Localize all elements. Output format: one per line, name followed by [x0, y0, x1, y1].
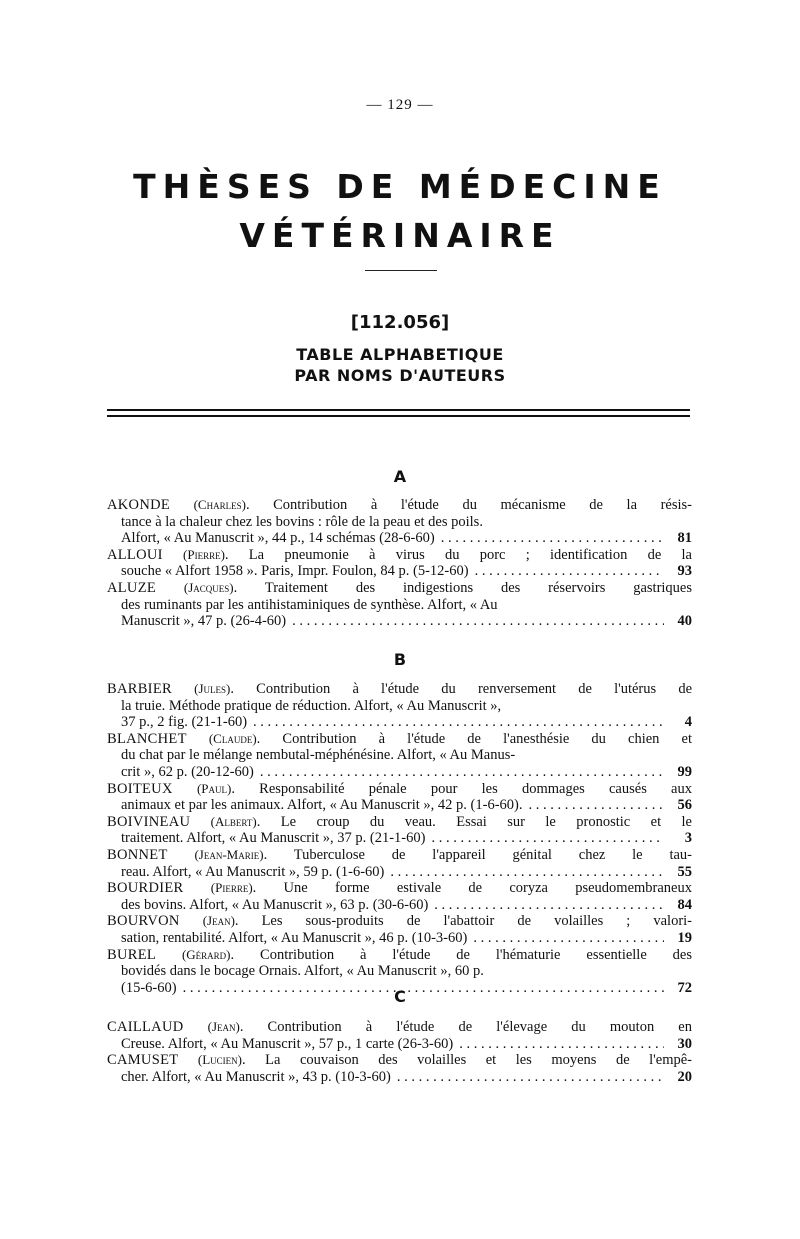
entry-page-number: 55	[677, 863, 692, 880]
entry-last-line	[107, 613, 692, 630]
entry-last-line	[107, 897, 692, 914]
entry-title-start: . Tuberculose de l'appareil génital chez le tau-	[263, 846, 693, 863]
entry-first-line	[107, 731, 692, 748]
thesis-entry	[107, 497, 692, 547]
short-divider	[365, 270, 437, 271]
author-surname: BUREL	[107, 946, 157, 963]
entry-page-number: 84	[677, 896, 692, 913]
author-given-name: (Paul)	[196, 780, 232, 796]
entry-page-number: 93	[677, 563, 692, 580]
entry-publication: Manuscrit », 47 p. (26-4-60)	[121, 613, 287, 630]
entry-last-line	[107, 830, 692, 847]
entry-title-start: . Le croup du veau. Essai sur le pronostic et le	[256, 813, 692, 830]
author-given-name: (Jacques)	[183, 579, 234, 595]
author-given-name: (Jean-Marie)	[194, 846, 264, 862]
dot-leader	[397, 1069, 664, 1086]
dot-leader	[459, 1036, 664, 1053]
entry-publication: crit », 62 p. (20-12-60)	[121, 763, 254, 780]
entry-first-line	[107, 880, 692, 897]
entry-first-line	[107, 547, 692, 564]
entry-title-start: . Une forme estivale de coryza pseudomembraneux	[252, 880, 692, 897]
author-given-name: (Albert)	[210, 813, 257, 829]
thesis-entry	[107, 731, 692, 781]
thesis-entry	[107, 913, 692, 946]
entry-page-number: 3	[684, 830, 692, 847]
author-given-name: (Lucien)	[197, 1052, 243, 1068]
entry-last-line	[107, 714, 692, 731]
entry-last-line	[107, 864, 692, 881]
entry-first-line	[107, 947, 692, 964]
author-given-name: (Pierre)	[183, 546, 225, 562]
entry-publication: Alfort, « Au Manuscrit », 44 p., 14 schémas (28-6-60)	[121, 530, 435, 547]
entry-page-number: 19	[677, 929, 692, 946]
thesis-entry	[107, 880, 692, 913]
author-surname: BOITEUX	[107, 780, 173, 797]
thesis-entry	[107, 1019, 692, 1052]
dot-leader	[260, 764, 664, 781]
entry-continuation-line: des ruminants par les antihistaminiques de synthèse. Alfort, « Au	[121, 596, 498, 613]
double-divider	[107, 409, 690, 417]
entry-last-line	[107, 1036, 692, 1053]
dot-leader	[253, 714, 664, 731]
entry-title-start: . Contribution à l'étude de l'élevage du mouton en	[239, 1019, 692, 1035]
entry-first-line	[107, 1052, 692, 1069]
entry-first-line	[107, 497, 692, 514]
author-given-name: (Jules)	[194, 681, 231, 696]
author-surname: BONNET	[107, 846, 168, 863]
page-number: — 129 —	[366, 97, 434, 113]
thesis-entry	[107, 547, 692, 580]
entry-page-number: 4	[684, 714, 692, 731]
entry-publication: traitement. Alfort, « Au Manuscrit », 37 p. (21-1-60)	[121, 830, 426, 847]
dot-leader	[390, 864, 664, 881]
entry-continuation-line: bovidés dans le bocage Ornais. Alfort, « Au Manuscrit », 60 p.	[121, 963, 484, 980]
thesis-entry	[107, 814, 692, 847]
entry-last-line	[107, 930, 692, 947]
section-letter-c: C	[394, 987, 406, 1006]
author-given-name: (Pierre)	[210, 880, 253, 896]
entry-title-start: . Contribution à l'étude du renversement de l'utérus de	[230, 681, 693, 697]
author-given-name: (Jean)	[202, 913, 235, 929]
author-surname: CAMUSET	[107, 1052, 179, 1069]
entry-title-start: . Contribution à l'étude de l'anesthésie du chien et	[256, 730, 692, 747]
author-surname: BOIVINEAU	[107, 813, 191, 830]
entry-title-start: . La couvaison des volailles et les moyens de l'empê-	[242, 1052, 693, 1069]
entry-continuation-line: du chat par le mélange nembutal-méphénésine. Alfort, « Au Manus-	[121, 747, 516, 764]
entry-publication: animaux et par les animaux. Alfort, « Au Manuscrit », 42 p. (1-6-60).	[121, 797, 523, 814]
entry-page-number: 72	[677, 979, 692, 996]
title-line-1: THÈSES DE MÉDECINE	[133, 167, 667, 206]
entry-page-number: 81	[677, 530, 692, 547]
entry-page-number: 56	[677, 797, 692, 814]
classification-code: [112.056]	[350, 312, 450, 333]
entry-publication: (15-6-60)	[121, 979, 177, 996]
entry-publication: sation, rentabilité. Alfort, « Au Manuscrit », 46 p. (10-3-60)	[121, 929, 468, 946]
entry-title-start: . La pneumonie à virus du porc ; identification de la	[224, 546, 692, 563]
subtitle-line-1: TABLE ALPHABETIQUE	[296, 345, 504, 364]
entry-first-line	[107, 913, 692, 930]
entry-title-start: . Traitement des indigestions des réservoirs gastriques	[233, 579, 693, 596]
thesis-entry	[107, 847, 692, 880]
entry-page-number: 99	[677, 763, 692, 780]
entries-a	[107, 497, 692, 630]
entry-title-start: . Les sous-produits de l'abattoir de volailles ; valori-	[234, 913, 693, 930]
entry-last-line	[107, 563, 692, 580]
thesis-entry	[107, 681, 692, 731]
title-line-2: VÉTÉRINAIRE	[239, 216, 561, 255]
entry-first-line	[107, 580, 692, 597]
entry-title-start: . Contribution à l'étude de l'hématurie essentielle des	[230, 946, 692, 963]
entry-publication: Creuse. Alfort, « Au Manuscrit », 57 p., 1 carte (26-3-60)	[121, 1035, 454, 1052]
entry-first-line	[107, 681, 692, 698]
section-letter-a: A	[393, 467, 407, 486]
entry-last-line	[107, 797, 692, 814]
entries-b	[107, 681, 692, 996]
entry-first-line	[107, 814, 692, 831]
author-surname: AKONDE	[107, 497, 171, 513]
section-letter-b: B	[393, 650, 407, 669]
entry-page-number: 30	[677, 1035, 692, 1052]
thesis-entry	[107, 781, 692, 814]
entry-publication: des bovins. Alfort, « Au Manuscrit », 63 p. (30-6-60)	[121, 896, 429, 913]
subtitle-line-2: PAR NOMS D'AUTEURS	[294, 366, 506, 385]
entry-continuation-line: tance à la chaleur chez les bovins : rôle de la peau et des poils.	[121, 513, 483, 530]
thesis-entry	[107, 1052, 692, 1085]
entry-publication: cher. Alfort, « Au Manuscrit », 43 p. (10-3-60)	[121, 1068, 391, 1085]
entry-last-line	[107, 764, 692, 781]
entry-continuation-line: la truie. Méthode pratique de réduction. Alfort, « Au Manuscrit »,	[121, 697, 502, 714]
entry-title-start: . Responsabilité pénale pour les dommages causés aux	[231, 780, 692, 797]
author-surname: BARBIER	[107, 681, 172, 697]
entry-first-line	[107, 1019, 692, 1036]
dot-leader	[441, 530, 664, 547]
thesis-entry	[107, 580, 692, 630]
dot-leader	[475, 563, 664, 580]
author-surname: ALLOUI	[107, 546, 163, 563]
dot-leader	[528, 797, 664, 814]
dot-leader	[434, 897, 664, 914]
author-surname: BLANCHET	[107, 730, 187, 747]
author-surname: BOURDIER	[107, 880, 184, 897]
entry-publication: reau. Alfort, « Au Manuscrit », 59 p. (1-6-60)	[121, 863, 385, 880]
entry-first-line	[107, 847, 692, 864]
dot-leader	[473, 930, 664, 947]
author-given-name: (Claude)	[208, 730, 257, 746]
author-surname: ALUZE	[107, 579, 157, 596]
author-given-name: (Jean)	[207, 1019, 240, 1034]
entry-publication: souche « Alfort 1958 ». Paris, Impr. Foulon, 84 p. (5-12-60)	[121, 563, 469, 580]
author-given-name: (Charles)	[193, 497, 246, 512]
entry-title-start: . Contribution à l'étude du mécanisme de la résis-	[245, 497, 693, 513]
entries-c	[107, 1019, 692, 1085]
entry-publication: 37 p., 2 fig. (21-1-60)	[121, 714, 248, 731]
dot-leader	[292, 613, 664, 630]
author-surname: BOURVON	[107, 913, 180, 930]
entry-page-number: 40	[677, 613, 692, 630]
dot-leader	[431, 830, 664, 847]
author-given-name: (Gérard)	[181, 946, 231, 962]
entry-last-line	[107, 530, 692, 547]
entry-page-number: 20	[677, 1068, 692, 1085]
author-surname: CAILLAUD	[107, 1019, 184, 1035]
entry-first-line	[107, 781, 692, 798]
entry-last-line	[107, 1069, 692, 1086]
